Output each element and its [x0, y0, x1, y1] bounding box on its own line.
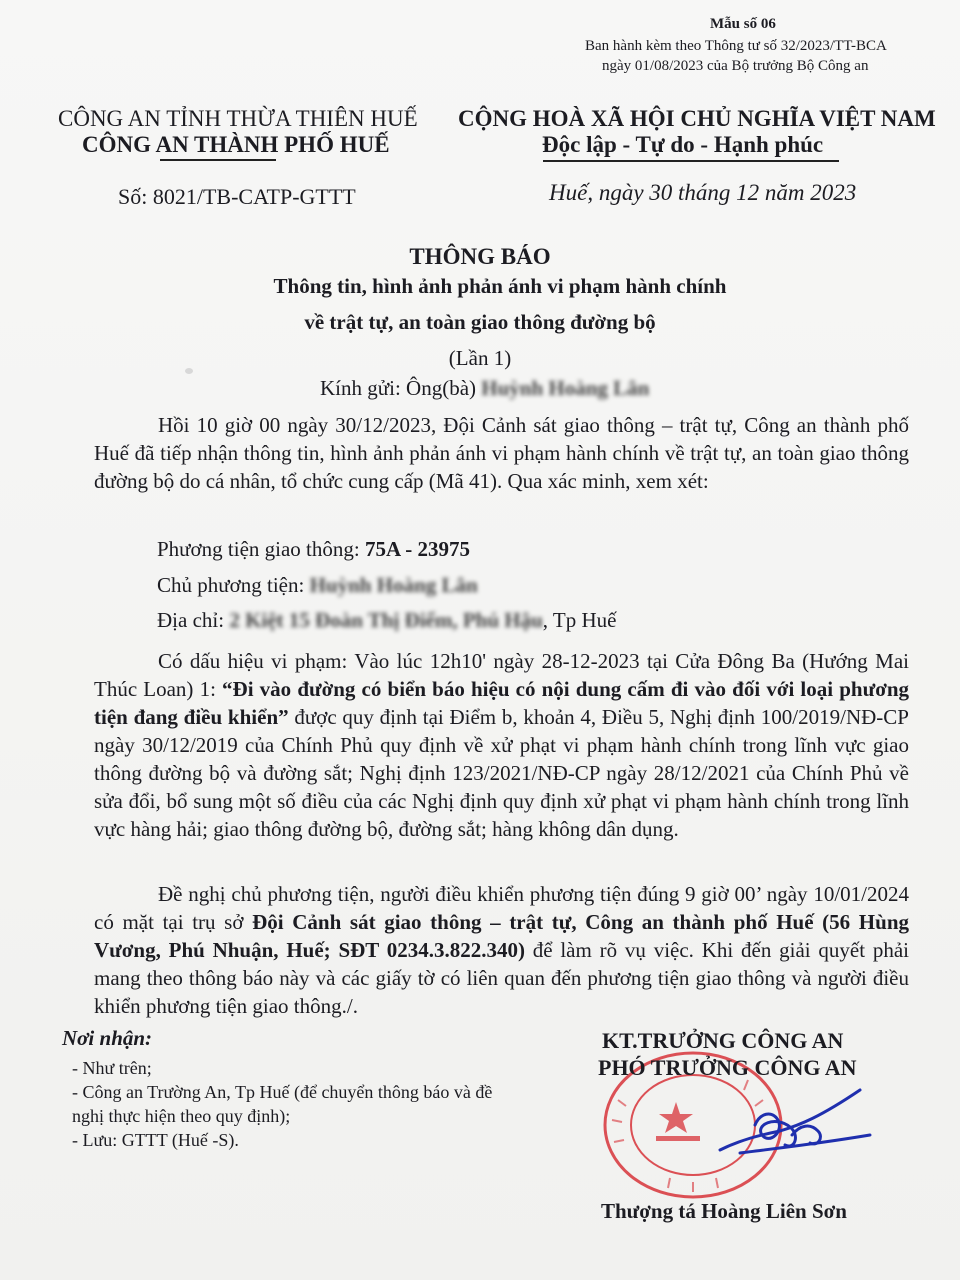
paragraph-intake: Hồi 10 giờ 00 ngày 30/12/2023, Đội Cảnh sát giao thông – trật tự, Công an thành phố Huế đã tiếp nhận thông tin, hình ảnh phản ánh vi phạm hành chính về trật tự, an toàn giao thông đường bộ do cá nhân, tổ chức cung cấp (Mã 41). Qua xác minh, xem xét: — [94, 413, 909, 493]
owner-label: Chủ phương tiện: — [157, 573, 310, 597]
violation-legal-basis: được quy định tại Điểm b, khoản 4, Điều 5, Nghị định 100/2019/NĐ-CP ngày 30/12/2019 của Chính Phủ quy định về xử phạt vi phạm hành chính trong lĩnh vực giao thông đường bộ và đường sắt; Nghị định 123/2021/NĐ-CP ngày 28/12/2021 của Chính Phủ về sửa đổi, bổ sung một số điều của các Nghị định quy định xử phạt vi phạm hành chính trong lĩnh vực hàng hải; giao thông đường bộ, đường sắt; hàng không dân dụng. — [94, 705, 909, 841]
paragraph-violation — [94, 647, 909, 843]
notice-occurrence: (Lần 1) — [448, 346, 512, 370]
national-title: CỘNG HOÀ XÃ HỘI CHỦ NGHĨA VIỆT NAM — [458, 106, 936, 131]
recipients-item: - Công an Trường An, Tp Huế (để chuyển thông báo và đề nghị thực hiện theo quy định); — [72, 1082, 493, 1126]
address-line — [157, 606, 616, 634]
recipient-name-redacted: Huỳnh Hoàng Lân — [481, 376, 650, 400]
motto-underline — [543, 160, 839, 162]
vehicle-line — [157, 535, 470, 563]
recipients-title: Nơi nhận: — [62, 1026, 153, 1050]
national-motto: Độc lập - Tự do - Hạnh phúc — [542, 132, 824, 157]
paragraph-summons — [94, 880, 909, 1020]
handwritten-signature — [700, 1065, 880, 1175]
recipients-item: - Lưu: GTTT (Huế -S). — [72, 1130, 239, 1150]
summons-instructions: để làm rõ vụ việc. Khi đến giải quyết phải mang theo thông báo này và các giấy tờ có liên quan đến phương tiện giao thông và người điều khiển phương tiện giao thông./. — [94, 938, 909, 1018]
form-legal-date: ngày 01/08/2023 của Bộ trưởng Bộ Công an — [602, 58, 869, 74]
vehicle-label: Phương tiện giao thông: — [157, 537, 365, 561]
owner-line — [157, 571, 478, 599]
signatory-authority: KT.TRƯỞNG CÔNG AN — [602, 1028, 844, 1053]
address-redacted: 2 Kiệt 15 Đoàn Thị Điểm, Phú Hậu — [229, 608, 543, 632]
address-label: Địa chỉ: — [157, 608, 230, 632]
notice-title: THÔNG BÁO — [409, 244, 551, 269]
recipient-label: Kính gửi: Ông(bà) — [320, 376, 477, 400]
summons-intro: Đề nghị chủ phương tiện, người điều khiển phương tiện đúng 9 giờ 00’ ngày 10/01/2024 có mặt tại trụ sở — [94, 882, 909, 934]
form-number: Mẫu số 06 — [710, 16, 776, 32]
recipient-line — [320, 376, 649, 401]
issuing-agency: CÔNG AN THÀNH PHỐ HUẾ — [82, 132, 390, 157]
owner-name-redacted: Huỳnh Hoàng Lân — [309, 573, 478, 597]
signer-name: Thượng tá Hoàng Liên Sơn — [601, 1199, 847, 1223]
vehicle-plate: 75A - 23975 — [364, 537, 470, 561]
recipients-item: - Như trên; — [72, 1058, 152, 1078]
form-legal-basis: Ban hành kèm theo Thông tư số 32/2023/TT-BCA — [585, 38, 887, 54]
issuing-agency-parent: CÔNG AN TỈNH THỪA THIÊN HUẾ — [58, 106, 418, 131]
notice-subtitle-2: về trật tự, an toàn giao thông đường bộ — [304, 310, 656, 334]
place-date: Huế, ngày 30 tháng 12 năm 2023 — [549, 180, 857, 205]
notice-subtitle-1: Thông tin, hình ảnh phản ánh vi phạm hành chính — [273, 274, 727, 298]
violation-description: “Đi vào đường có biển báo hiệu có nội dung cấm đi vào đối với loại phương tiện đang điều khiển” — [94, 677, 909, 729]
agency-underline — [160, 159, 276, 161]
violation-intro: Có dấu hiệu vi phạm: Vào lúc 12h10' ngày 28-12-2023 tại Cửa Đông Ba (Hướng Mai Thúc Loan) 1: — [94, 649, 909, 701]
signatory-position: PHÓ TRƯỞNG CÔNG AN — [598, 1055, 857, 1080]
summons-office: Đội Cảnh sát giao thông – trật tự, Công an thành phố Huế (56 Hùng Vương, Phú Nhuận, Huế; SĐT 0234.3.822.340) — [94, 910, 910, 962]
document-number: Số: 8021/TB-CATP-GTTT — [118, 184, 356, 209]
address-city: , Tp Huế — [542, 608, 617, 632]
